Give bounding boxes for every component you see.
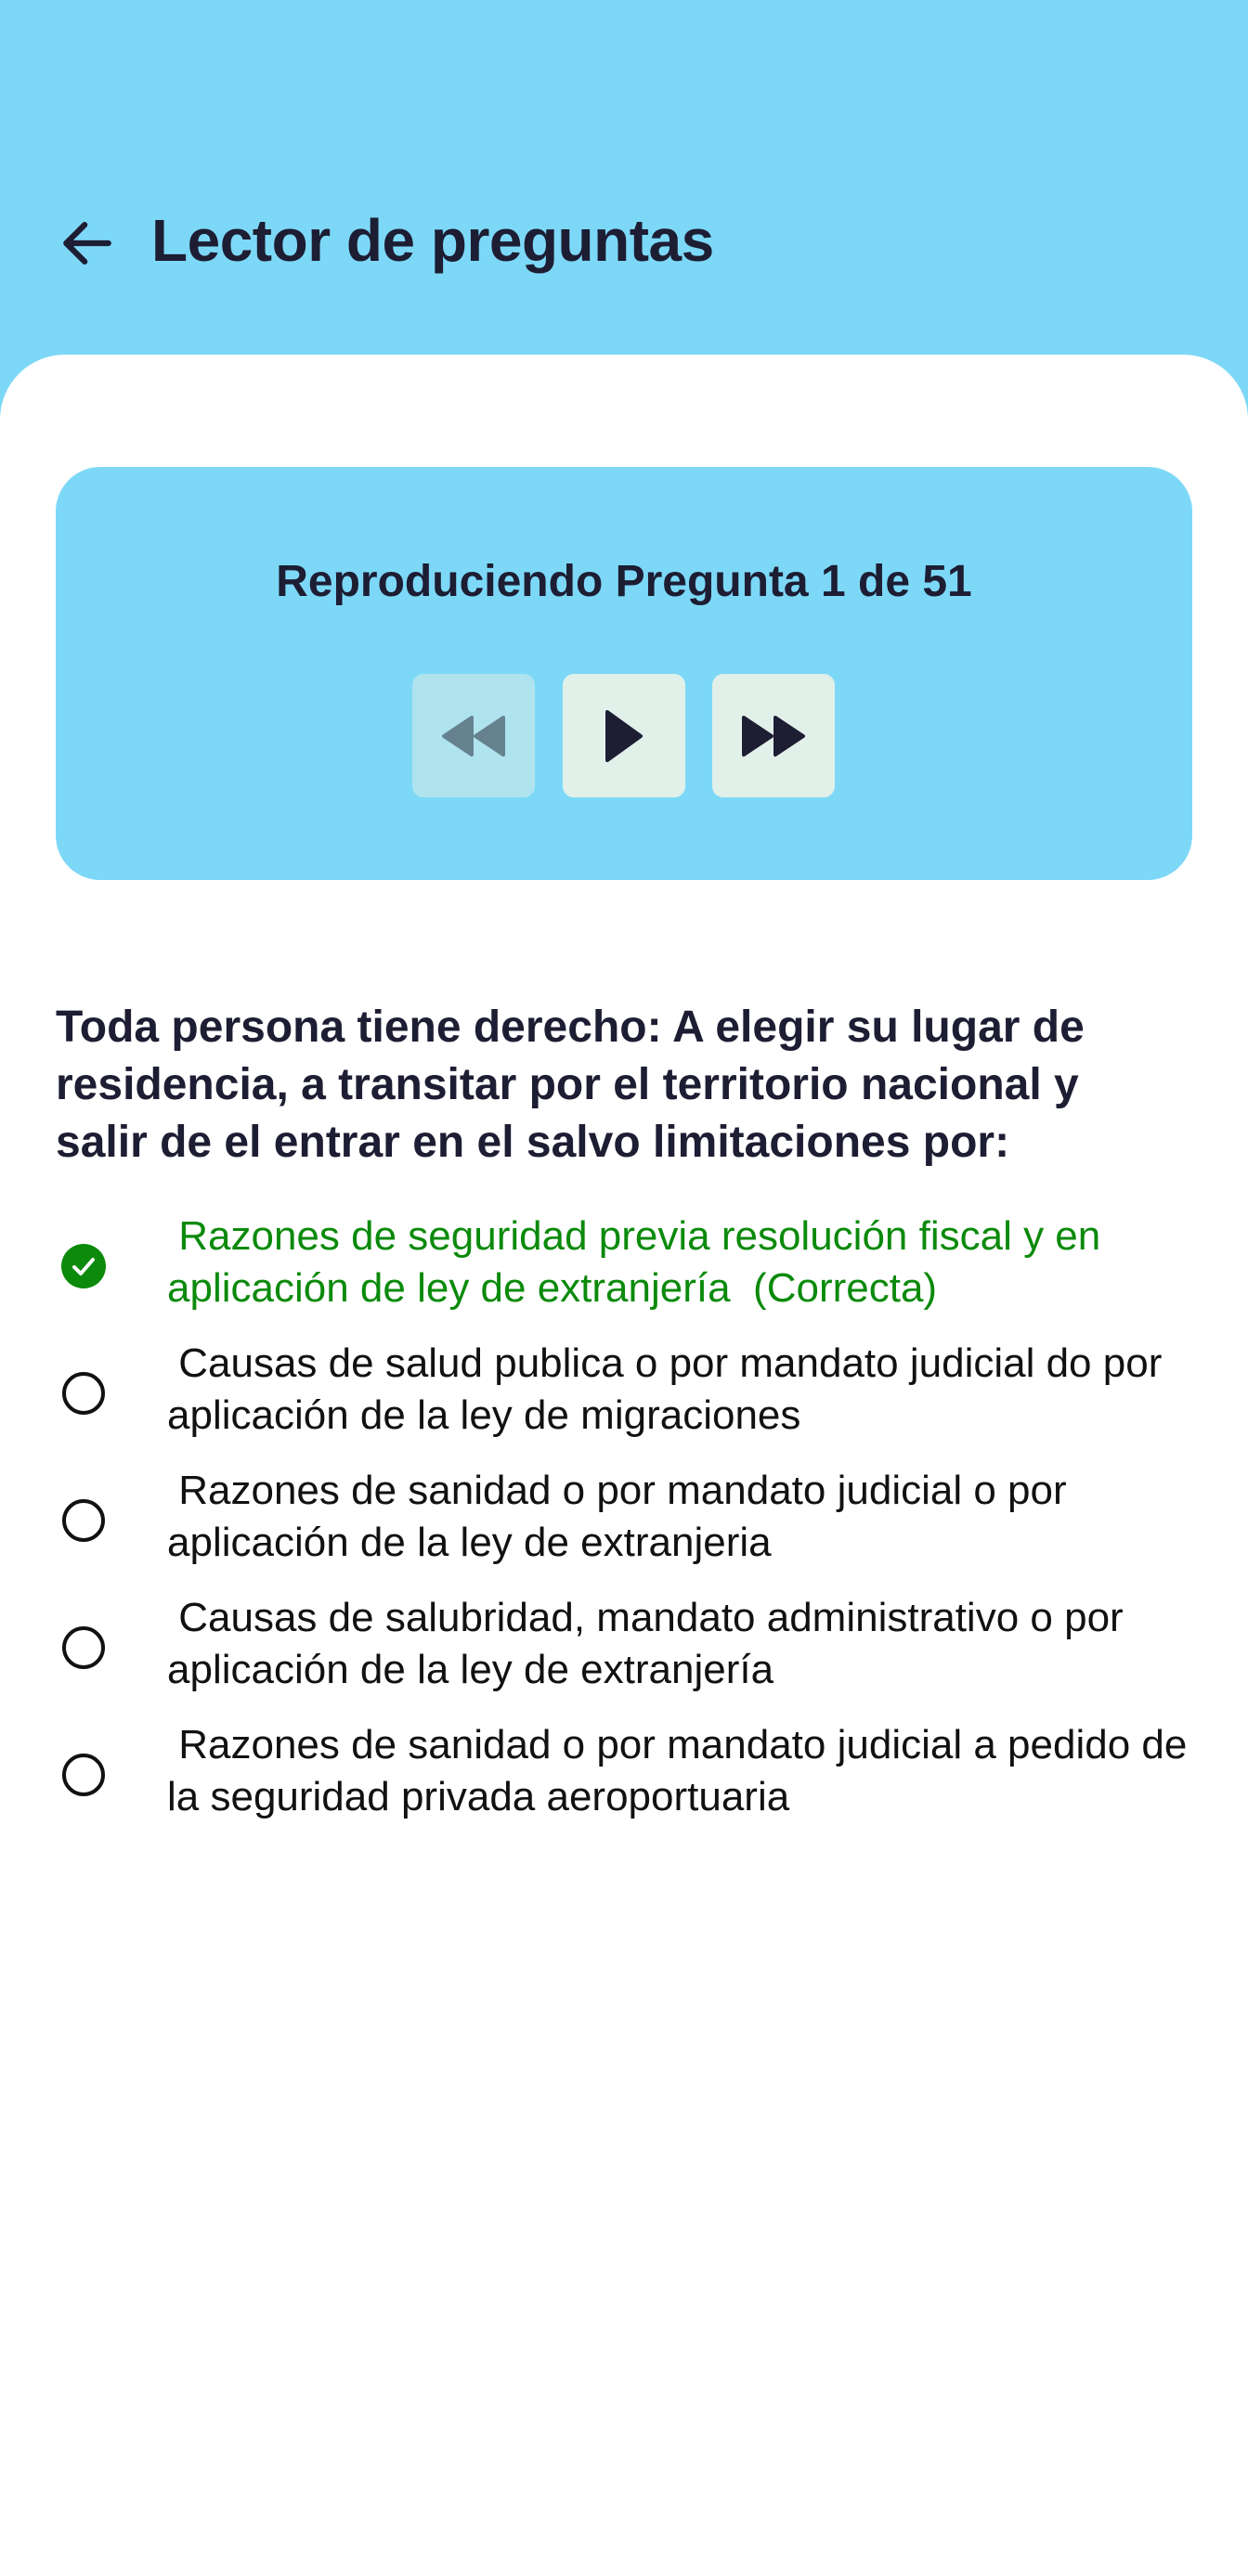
answer-option[interactable] xyxy=(56,1338,1207,1449)
answer-text: Razones de sanidad o por mandato judicial o por aplicación de la ley de extranjeria xyxy=(167,1468,1078,1565)
answer-text: Causas de salud publica o por mandato judicial do por aplicación de la ley de migraciones xyxy=(167,1340,1174,1438)
play-icon xyxy=(602,708,646,764)
answer-text: Causas de salubridad, mandato administrativo o por aplicación de la ley de extranjería xyxy=(167,1595,1135,1692)
back-button[interactable] xyxy=(56,212,119,275)
radio-unchecked-icon xyxy=(61,1498,106,1543)
answer-text: Razones de sanidad o por mandato judicial a pedido de la seguridad privada aeroportuaria xyxy=(167,1722,1199,1819)
answer-text: Razones de seguridad previa resolución fiscal y en aplicación de ley de extranjería (Correcta) xyxy=(167,1213,1112,1311)
audio-player-card xyxy=(56,467,1192,880)
question-text: Toda persona tiene derecho: A elegir su lugar de residencia, a transitar por el territorio nacional y salir de el entrar en el salvo limitaciones por: xyxy=(56,1003,1085,1167)
answer-option[interactable] xyxy=(56,1592,1207,1703)
play-button[interactable] xyxy=(563,674,685,797)
radio-unchecked-icon xyxy=(61,1371,106,1416)
page-title: Lector de preguntas xyxy=(151,207,714,274)
playing-status: Reproduciendo Pregunta 1 de 51 xyxy=(276,557,972,606)
radio-unchecked-icon xyxy=(61,1625,106,1670)
rewind-button[interactable] xyxy=(412,674,535,797)
answer-option[interactable] xyxy=(56,1719,1207,1831)
arrow-left-icon xyxy=(56,212,119,275)
rewind-icon xyxy=(440,714,507,758)
check-circle-icon xyxy=(61,1244,106,1288)
answer-option-correct[interactable] xyxy=(56,1210,1207,1322)
radio-unchecked-icon xyxy=(61,1753,106,1797)
fast-forward-icon xyxy=(740,714,807,758)
fast-forward-button[interactable] xyxy=(712,674,835,797)
answer-option[interactable] xyxy=(56,1465,1207,1576)
